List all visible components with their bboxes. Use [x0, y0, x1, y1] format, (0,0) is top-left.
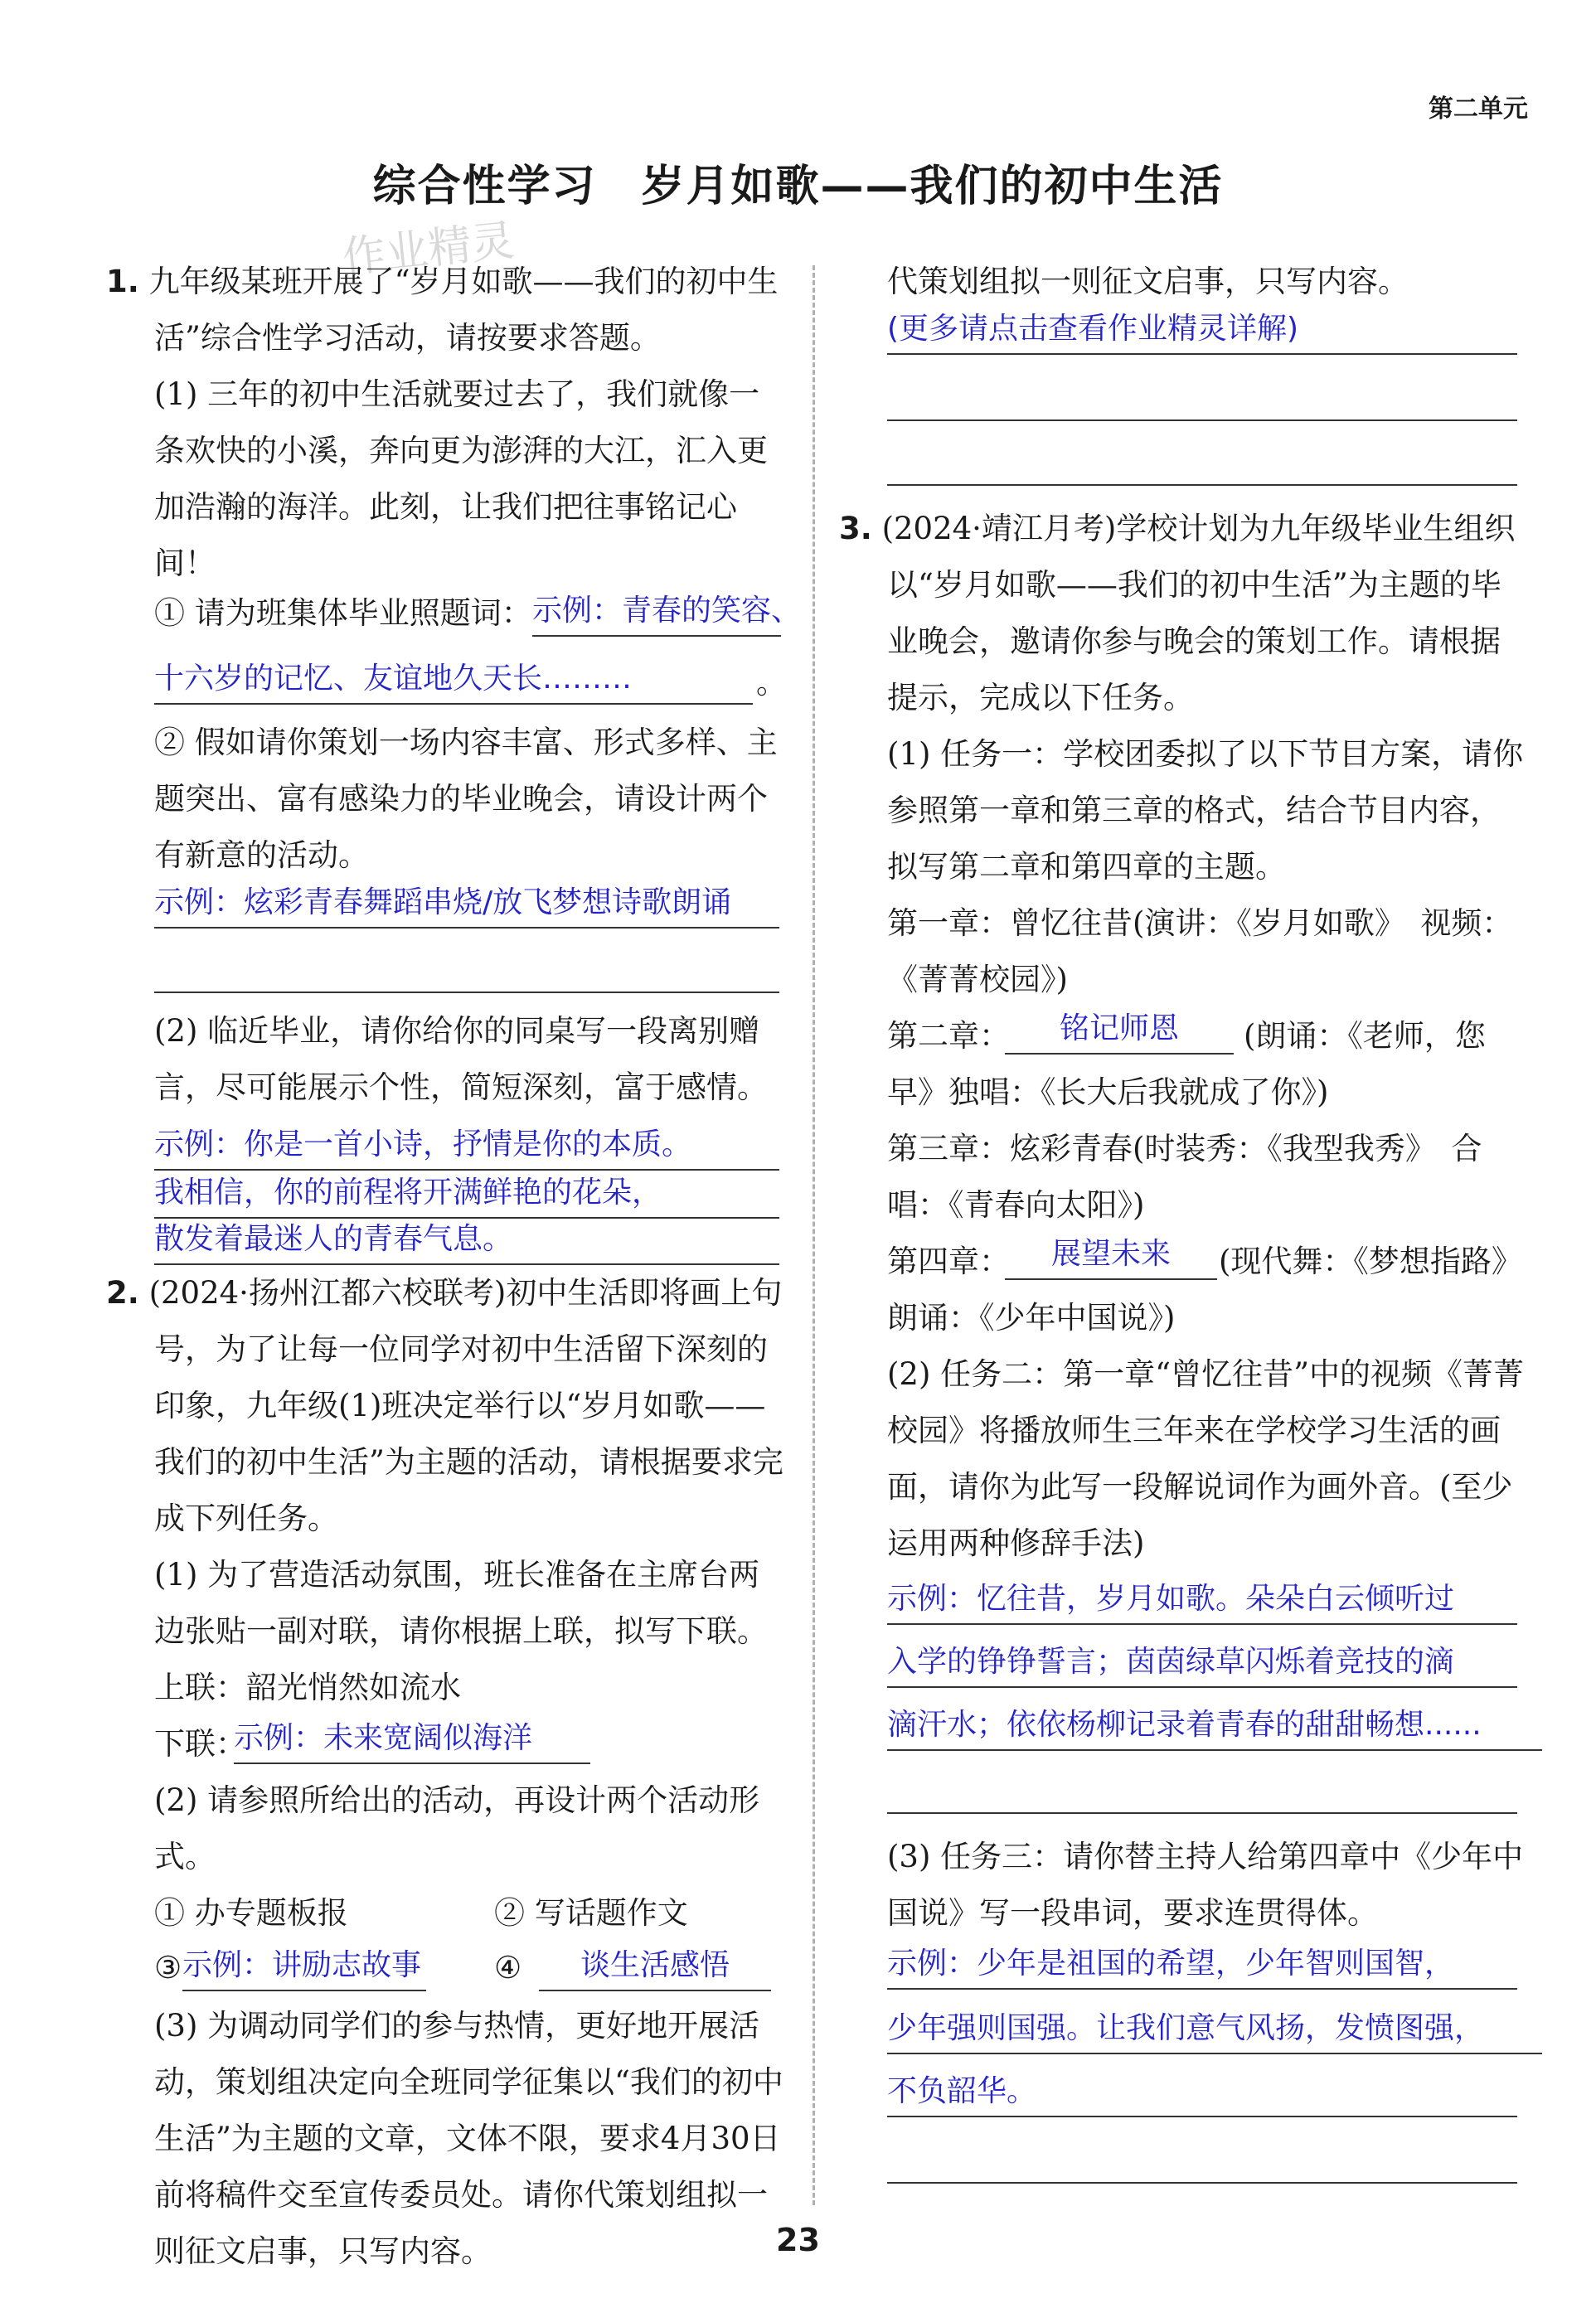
q3-p2-blank-line: [887, 1812, 1517, 1814]
page-title: 综合性学习 岁月如歌——我们的初中生活: [372, 162, 1224, 211]
q2-option-3-label: ③: [154, 1950, 182, 1986]
q3-p3-answer-1: 示例：少年是祖国的希望，少年智则国智，: [887, 1940, 1517, 1990]
q3-ch2-rest: (朗诵：《老师，您早》独唱：《长大后我就成了你》): [887, 1018, 1486, 1110]
q3-ch2-answer: 铭记师恩: [1005, 1005, 1234, 1055]
q3-part2: (2) 任务二：第一章“曾忆往昔”中的视频《菁菁校园》将播放师生三年来在学校学习生活的画面，请你为此写一段解说词作为画外音。(至少运用两种修辞手法): [887, 1356, 1525, 1561]
q3-number: 3.: [839, 511, 872, 546]
watermark: 作业精灵: [340, 216, 517, 284]
q2-part2: (2) 请参照所给出的活动，再设计两个活动形式。: [154, 1782, 760, 1874]
question-3: [839, 501, 1527, 1008]
q1-s1-prompt: ① 请为班集体毕业照题词：: [154, 595, 532, 631]
q2-stem-text: (2024·扬州江都六校联考)初中生活即将画上句号，为了让每一位同学对初中生活留下深刻的印象，九年级(1)班决定举行以“岁月如歌——我们的初中生活”为主题的活动，请根据要求完成下列任务。: [148, 1275, 783, 1536]
q1-s2-answer: 示例：炫彩青春舞蹈串烧/放飞梦想诗歌朗诵: [154, 879, 779, 929]
q3-chapter-1: 第一章：曾忆往昔(演讲：《岁月如歌》 视频：《菁菁校园》): [887, 905, 1513, 997]
unit-label: 第二单元: [1429, 95, 1528, 124]
q2-option-3-answer: 示例：讲励志故事: [182, 1942, 426, 1991]
q1-part2: (2) 临近毕业，请你给你的同桌写一段离别赠言，尽可能展示个性，简短深刻，富于感情。: [154, 1013, 768, 1105]
q3-p3-answer-3: 不负韶华。: [887, 2068, 1517, 2117]
q2-lower-answer: 示例：未来宽阔似海洋: [234, 1714, 590, 1764]
page-number: 23: [776, 2222, 820, 2258]
question-1: [106, 254, 786, 592]
q2-part3-continued: 代策划组拟一则征文启事，只写内容。: [887, 264, 1409, 299]
q1-p2-answer-2: 我相信，你的前程将开满鲜艳的花朵，: [154, 1169, 779, 1219]
q1-s1-end: 。: [756, 665, 787, 701]
q3-p2-answer-2: 入学的铮铮誓言；茵茵绿草闪烁着竞技的滴: [887, 1638, 1517, 1688]
q2-p3-answer: (更多请点击查看作业精灵详解): [887, 305, 1517, 355]
q1-s1-answer-2: 十六岁的记忆、友谊地久天长………: [154, 655, 753, 705]
q3-chapter-3: 第三章：炫彩青春(时装秀：《我型我秀》 合唱：《青春向太阳》): [887, 1131, 1482, 1223]
q3-ch4-label: 第四章：: [887, 1244, 1010, 1279]
q2-part1: (1) 为了营造活动氛围，班长准备在主席台两边张贴一副对联，请你根据上联，拟写下联。: [154, 1557, 768, 1649]
q2-upper-couplet: 上联：韶光悄然如流水: [154, 1670, 461, 1705]
q1-stem-text: 九年级某班开展了“岁月如歌——我们的初中生活”综合性学习活动，请按要求答题。: [148, 264, 779, 356]
q3-p3-blank-line: [887, 2182, 1517, 2184]
q3-stem-text: (2024·靖江月考)学校计划为九年级毕业生组织以“岁月如歌——我们的初中生活”为主题的毕业晚会，邀请你参与晚会的策划工作。请根据提示，完成以下任务。: [881, 511, 1516, 715]
q1-s2-prompt: ② 假如请你策划一场内容丰富、形式多样、主题突出、富有感染力的毕业晚会，请设计两个有新意的活动。: [154, 725, 778, 873]
q2-option-2: ② 写话题作文: [494, 1895, 688, 1931]
q1-part1: (1) 三年的初中生活就要过去了，我们就像一条欢快的小溪，奔向更为澎湃的大江，汇入更加浩瀚的海洋。此刻，让我们把往事铭记心间！: [154, 376, 768, 581]
q2-number: 2.: [106, 1275, 139, 1311]
q3-ch4-rest: (现代舞：《梦想指路》朗诵：《少年中国说》): [887, 1244, 1522, 1336]
q1-number: 1.: [106, 264, 139, 299]
q3-p3-answer-2: 少年强则国强。让我们意气风扬，发愤图强，: [887, 2005, 1542, 2054]
q3-stem: [839, 501, 1527, 726]
q2-p3-blank-line-2: [887, 484, 1517, 486]
q2-stem: [106, 1265, 786, 1547]
column-divider: [813, 265, 815, 2205]
question-2: [106, 1265, 786, 1716]
q3-ch4-answer: 展望未来: [1005, 1230, 1217, 1280]
q1-stem: [106, 254, 786, 366]
q3-part1: (1) 任务一：学校团委拟了以下节目方案，请你参照第一章和第三章的格式，结合节目内容，拟写第二章和第四章的主题。: [887, 736, 1524, 885]
q2-option-4-answer: 谈生活感悟: [539, 1942, 771, 1991]
q3-part3: (3) 任务三：请你替主持人给第四章中《少年中国说》写一段串词，要求连贯得体。: [887, 1839, 1524, 1931]
q2-p3-blank-line-1: [887, 419, 1517, 421]
q2-part3: (3) 为调动同学们的参与热情，更好地开展活动，策划组决定向全班同学征集以“我们的初中生活”为主题的文章，文体不限，要求4月30日前将稿件交至宣传委员处。请你代策划组拟一则征文启事，只写内容。: [154, 2008, 783, 2269]
q1-s2-blank-line: [154, 992, 779, 993]
q2-option-4-label: ④: [494, 1950, 522, 1986]
q3-ch2-label: 第二章：: [887, 1018, 1010, 1054]
q1-p2-answer-1: 示例：你是一首小诗，抒情是你的本质。: [154, 1121, 779, 1171]
q3-p2-answer-1: 示例：忆往昔，岁月如歌。朵朵白云倾听过: [887, 1575, 1517, 1625]
q1-p2-answer-3: 散发着最迷人的青春气息。: [154, 1215, 779, 1265]
q1-s1-answer-1: 示例：青春的笑容、: [532, 587, 781, 637]
q2-option-1: ① 办专题板报: [154, 1895, 348, 1931]
q3-p2-answer-3: 滴汗水；依依杨柳记录着青春的甜甜畅想......: [887, 1701, 1542, 1751]
q2-lower-label: 下联：: [154, 1726, 246, 1762]
